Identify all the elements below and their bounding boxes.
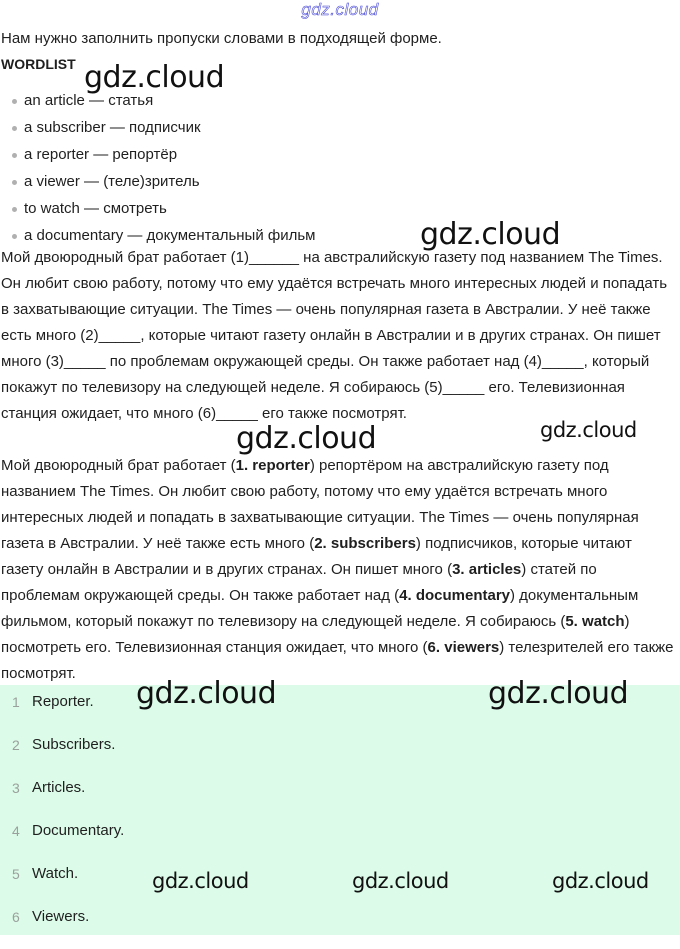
answer-word: Subscribers. (32, 736, 116, 753)
wordlist-item: a documentary — документальный фильм (12, 225, 315, 252)
answer-item (12, 863, 124, 906)
answer-text: Мой двоюродный брат работает ( (1, 457, 236, 474)
answer-highlight: 1. reporter (235, 457, 310, 474)
answer-item (12, 691, 124, 734)
watermark: gdz.cloud (552, 869, 649, 893)
answer-number: 2 (12, 737, 20, 753)
task-paragraph: Мой двоюродный брат работает (1)______ на австралийскую газету под названием The Times. Он любит свою работу, потому что ему удаётся встречать много интересных людей и попадать в захватывающие ситуации. The Times — очень популярная газета в Австралии. У неё также есть много (2)_____, которые читают газету онлайн в Австралии и в других странах. Он пишет много (3)_____ по проблемам окружающей среды. Он также работает над (4)_____, который покажут по телевизору на следующей неделе. Я собираюсь (5)_____ его. Телевизионная станция ожидает, что много (6)_____ его также посмотрят. (1, 249, 668, 422)
answers-panel (0, 685, 680, 935)
answer-highlight: 3. articles (452, 561, 522, 578)
answer-number: 6 (12, 909, 20, 925)
wordlist-item: a viewer — (теле)зритель (12, 171, 315, 198)
answer-text: ) посмотреть его. Телевизионная станция ожидает, что много ( (1, 613, 630, 656)
answer-text: ) репортёром на австралийскую газету под названием The Times. Он любит свою работу, потому что ему удаётся встречать много интересных людей и попадать в захватывающие ситуации. The Times — очень популярная газета в Австралии. У неё также есть много ( (1, 457, 639, 552)
answer-highlight: 2. subscribers (314, 535, 416, 552)
answers-list (12, 691, 124, 949)
wordlist-heading: WORDLIST (1, 56, 76, 72)
answer-word: Reporter. (32, 693, 94, 710)
wordlist-item: to watch — смотреть (12, 198, 315, 225)
answer-item (12, 777, 124, 820)
answer-highlight: 4. documentary (399, 587, 511, 604)
watermark: gdz.cloud (236, 421, 377, 456)
answer-text: ) телезрителей его также посмотрят. (1, 639, 674, 682)
watermark: gdz.cloud (420, 217, 561, 252)
answer-word: Viewers. (32, 908, 90, 925)
watermark: gdz.cloud (136, 676, 277, 711)
answer-word: Documentary. (32, 822, 125, 839)
answer-text: ) документальным фильмом, который покажут по телевизору на следующей неделе. Я собираюсь ( (1, 587, 639, 630)
answer-number: 4 (12, 823, 20, 839)
answer-item (12, 820, 124, 863)
answer-text: ) подписчиков, которые читают газету онлайн в Австралии и в других странах. Он пишет много ( (1, 535, 632, 578)
watermark: gdz.cloud (152, 869, 249, 893)
answer-highlight: 6. viewers (427, 639, 500, 656)
answer-highlight: 5. watch (565, 613, 625, 630)
wordlist-item: a reporter — репортёр (12, 144, 315, 171)
answer-number: 5 (12, 866, 20, 882)
answer-item (12, 906, 124, 949)
answer-number: 1 (12, 694, 20, 710)
wordlist-item: an article — статья (12, 90, 315, 117)
answer-paragraph (1, 453, 677, 687)
watermark: gdz.cloud (84, 60, 225, 95)
wordlist-item: a subscriber — подписчик (12, 117, 315, 144)
task-instruction: Нам нужно заполнить пропуски словами в подходящей форме. (1, 30, 442, 47)
answer-word: Articles. (32, 779, 86, 796)
watermark: gdz.cloud (352, 869, 449, 893)
answer-number: 3 (12, 780, 20, 796)
answer-item (12, 734, 124, 777)
site-logo-watermark: gdz.cloud (301, 0, 379, 19)
answer-word: Watch. (32, 865, 79, 882)
watermark: gdz.cloud (488, 676, 629, 711)
wordlist (12, 90, 315, 252)
answer-text: ) статей по проблемам окружающей среды. Он также работает над ( (1, 561, 597, 604)
watermark: gdz.cloud (540, 418, 637, 442)
